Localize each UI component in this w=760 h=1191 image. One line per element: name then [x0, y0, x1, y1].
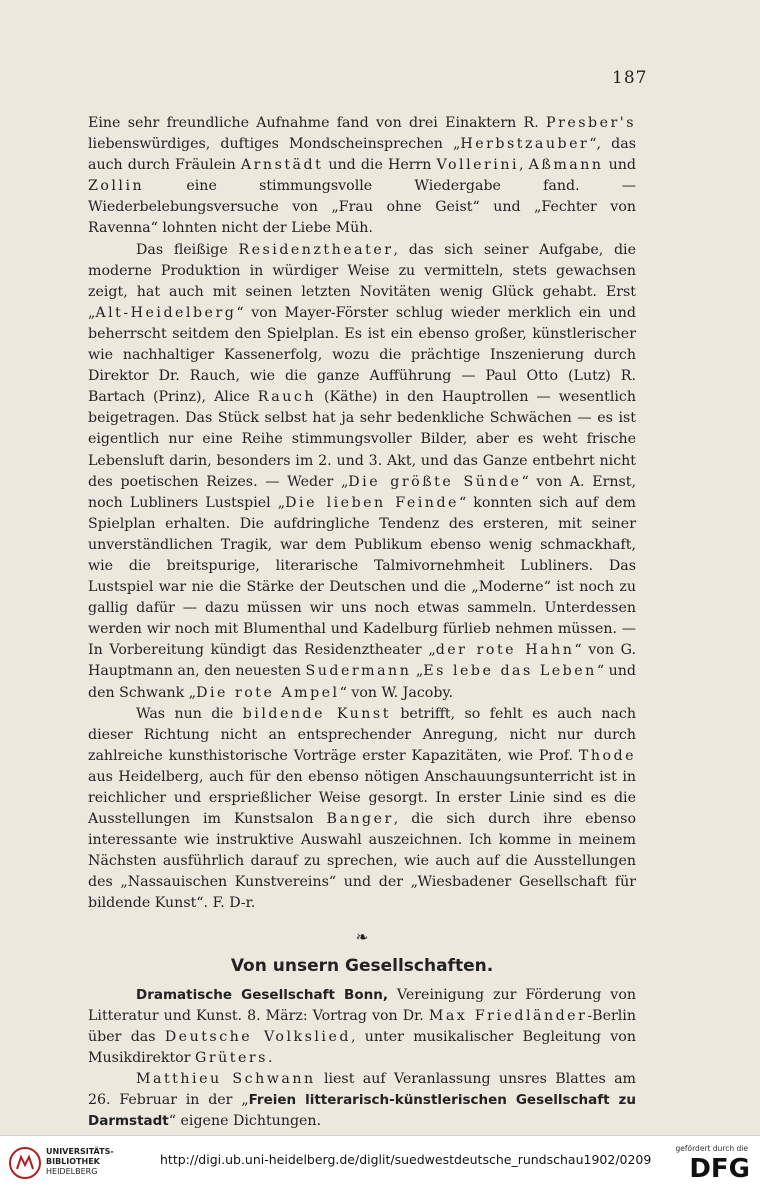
- spaced-text: Alt-Heidelberg: [95, 304, 237, 321]
- text-run: aus Heidelberg, auch für den ebenso nötigen Anschauungsunterricht ist in reichlicher und ersprießlicher Weise gesorgt. In erster Linie sind es die Ausstellungen im Kunstsalon: [88, 768, 636, 828]
- spaced-text: Max Friedländer: [428, 1007, 588, 1024]
- library-line-2: BIBLIOTHEK: [46, 1157, 100, 1166]
- text-run: „: [411, 663, 424, 680]
- library-line-3: HEIDELBERG: [46, 1167, 98, 1176]
- paragraph: [88, 240, 636, 704]
- paragraph: [88, 1069, 636, 1132]
- text-run: “ konnten sich auf dem Spielplan erhalten. Die aufdringliche Tendenz des ersteren, mit seiner unverständlichen Tragik, war dem Publikum ebenso wenig schmackhaft, wie die breitspurige, literarische Talmivornehmheit Lubliners. Das Lustspiel war nie die Stärke der Deutschen und die „Moderne“ ist noch zu gallig dafür — dazu müssen wir uns noch etwas sammeln. Unterdessen werden wir noch mit Blumenthal und Kadelburg fürlieb nehmen müssen. — In Vorbereitung kündigt das Residenztheater „: [88, 494, 637, 659]
- section-heading: Von unsern Gesellschaften.: [230, 955, 494, 976]
- dfg-logo: DFG: [689, 1154, 750, 1184]
- spaced-text: Die größte Sünde: [348, 473, 522, 490]
- spaced-text: Residenztheater: [238, 241, 394, 258]
- library-line-1: UNIVERSITÄTS-: [46, 1147, 114, 1156]
- spaced-text: Die lieben Feinde: [285, 494, 459, 511]
- text-run: eine stimmungsvolle Wiedergabe fand. — Wiederbelebungsversuche von „Frau ohne Geist“ und „Fechter von Ravenna“ lohnten nicht der Liebe Müh.: [88, 178, 636, 237]
- university-seal-icon: [8, 1146, 42, 1180]
- section-paragraphs: [88, 985, 636, 1133]
- spaced-text: Thode: [578, 747, 636, 764]
- text-run: und die Herrn: [323, 157, 437, 174]
- spaced-text: Rauch: [257, 389, 316, 406]
- text-run: , unter musikalischer Begleitung von Musikdirektor: [88, 1028, 636, 1066]
- funded-by-label: gefördert durch die: [675, 1144, 748, 1153]
- paragraph: [88, 985, 636, 1069]
- spaced-text: Presber's: [546, 115, 636, 131]
- text-run: .: [267, 1049, 273, 1066]
- spaced-text: Banger: [326, 811, 394, 828]
- ornament-divider: ❧: [355, 927, 369, 946]
- text-run: “ und den Schwank „: [88, 663, 636, 701]
- text-run: Eine sehr freundliche Aufnahme fand von drei Einaktern R.: [88, 115, 547, 131]
- text-run: -Berlin über das: [88, 1007, 636, 1045]
- text-run: ,: [519, 157, 529, 174]
- text-run: “ von W. Jacoby.: [339, 684, 454, 701]
- text-run: “ von G. Hauptmann an, den neuesten: [88, 642, 636, 680]
- footer-bar: [0, 1135, 760, 1191]
- spaced-text: Herbstzauber: [460, 136, 590, 153]
- text-run: betrifft, so fehlt es auch nach dieser Richtung nicht an entsprechender Anregung, nicht nur durch zahlreiche kunsthistorische Vorträge erster Kapazitäten, wie Prof.: [88, 705, 636, 764]
- spaced-text: Sudermann: [305, 663, 412, 680]
- text-run: und: [603, 157, 637, 174]
- article-body: [88, 113, 636, 1132]
- text-run: liebenswürdiges, duftiges Mondscheinsprechen „: [88, 136, 461, 153]
- bold-text: Freien litterarisch-künstlerischen Gesellschaft zu Darmstadt: [88, 1092, 637, 1130]
- text-run: “ von Mayer-Förster schlug wieder merklich ein und beherrscht seitdem den Spielplan. Es ist ein ebenso großer, künstlerischer wie nachhaltiger Kassenerfolg, wozu die prächtige Inszenierung durch Direktor Dr. Rauch, wie die ganze Aufführung — Paul Otto (Lutz) R. Bartach (Prinz), Alice: [88, 304, 636, 406]
- spaced-text: Grüters: [195, 1049, 268, 1066]
- text-run: Was nun die: [136, 705, 243, 722]
- spaced-text: Es lebe das Leben: [423, 663, 597, 680]
- spaced-text: Deutsche Volkslied: [164, 1028, 351, 1045]
- text-run: “, das auch durch Fräulein: [88, 136, 636, 174]
- text-run: (Käthe) in den Hauptrollen — wesentlich beigetragen. Das Stück selbst hat ja sehr bedenkliche Schwächen — es ist eigentlich nur eine Reihe stimmungsvoller Bilder, aber es weht frische Lebensluft darin, besonders im 2. und 3. Akt, und das Ganze entbehrt nicht des poetischen Reizes. — Weder „: [88, 389, 636, 490]
- spaced-text: Zollin: [88, 178, 145, 195]
- text-run: Das fleißige: [136, 241, 239, 258]
- text-run: Vereinigung zur Förderung von Litteratur und Kunst. 8. März: Vortrag von Dr.: [88, 986, 636, 1024]
- bold-text: Dramatische Gesellschaft Bonn,: [136, 986, 388, 1003]
- text-run: , die sich durch ihre ebenso interessante wie instruktive Auswahl auszeichnen. Ich komme in meinem Nächsten ausführlich darauf zu sprechen, wie auch auf die Ausstellungen des „Nassauischen Kunstvereins“ und der „Wiesbadener Gesellschaft für bildende Kunst“. F. D-r.: [88, 811, 636, 912]
- paragraph: [88, 113, 636, 240]
- text-run: “ von A. Ernst, noch Lubliners Lustspiel „: [88, 473, 637, 511]
- spaced-text: Die rote Ampel: [196, 684, 340, 701]
- spaced-text: Vollerini: [436, 157, 519, 174]
- spaced-text: Aßmann: [528, 157, 604, 174]
- spaced-text: bildende Kunst: [242, 705, 391, 722]
- spaced-text: der rote Hahn: [435, 642, 575, 659]
- spaced-text: Arnstädt: [240, 157, 324, 174]
- main-paragraphs: [88, 113, 636, 915]
- text-run: , das sich seiner Aufgabe, die moderne Produktion in würdiger Weise zu vermitteln, stets gewachsen zeigt, hat auch mit seinen letzten Novitäten wenig Glück gehabt. Erst „: [88, 241, 636, 321]
- page-number: 187: [612, 68, 648, 88]
- permalink-url[interactable]: http://digi.ub.uni-heidelberg.de/diglit/suedwestdeutsche_rundschau1902/0209: [160, 1152, 652, 1167]
- library-name: [46, 1147, 114, 1177]
- paragraph: [88, 704, 636, 915]
- spaced-text: Matthieu Schwann: [136, 1070, 316, 1087]
- text-run: “ eigene Dichtungen.: [168, 1113, 322, 1130]
- text-run: liest auf Veranlassung unsres Blattes am 26. Februar in der „: [88, 1070, 636, 1109]
